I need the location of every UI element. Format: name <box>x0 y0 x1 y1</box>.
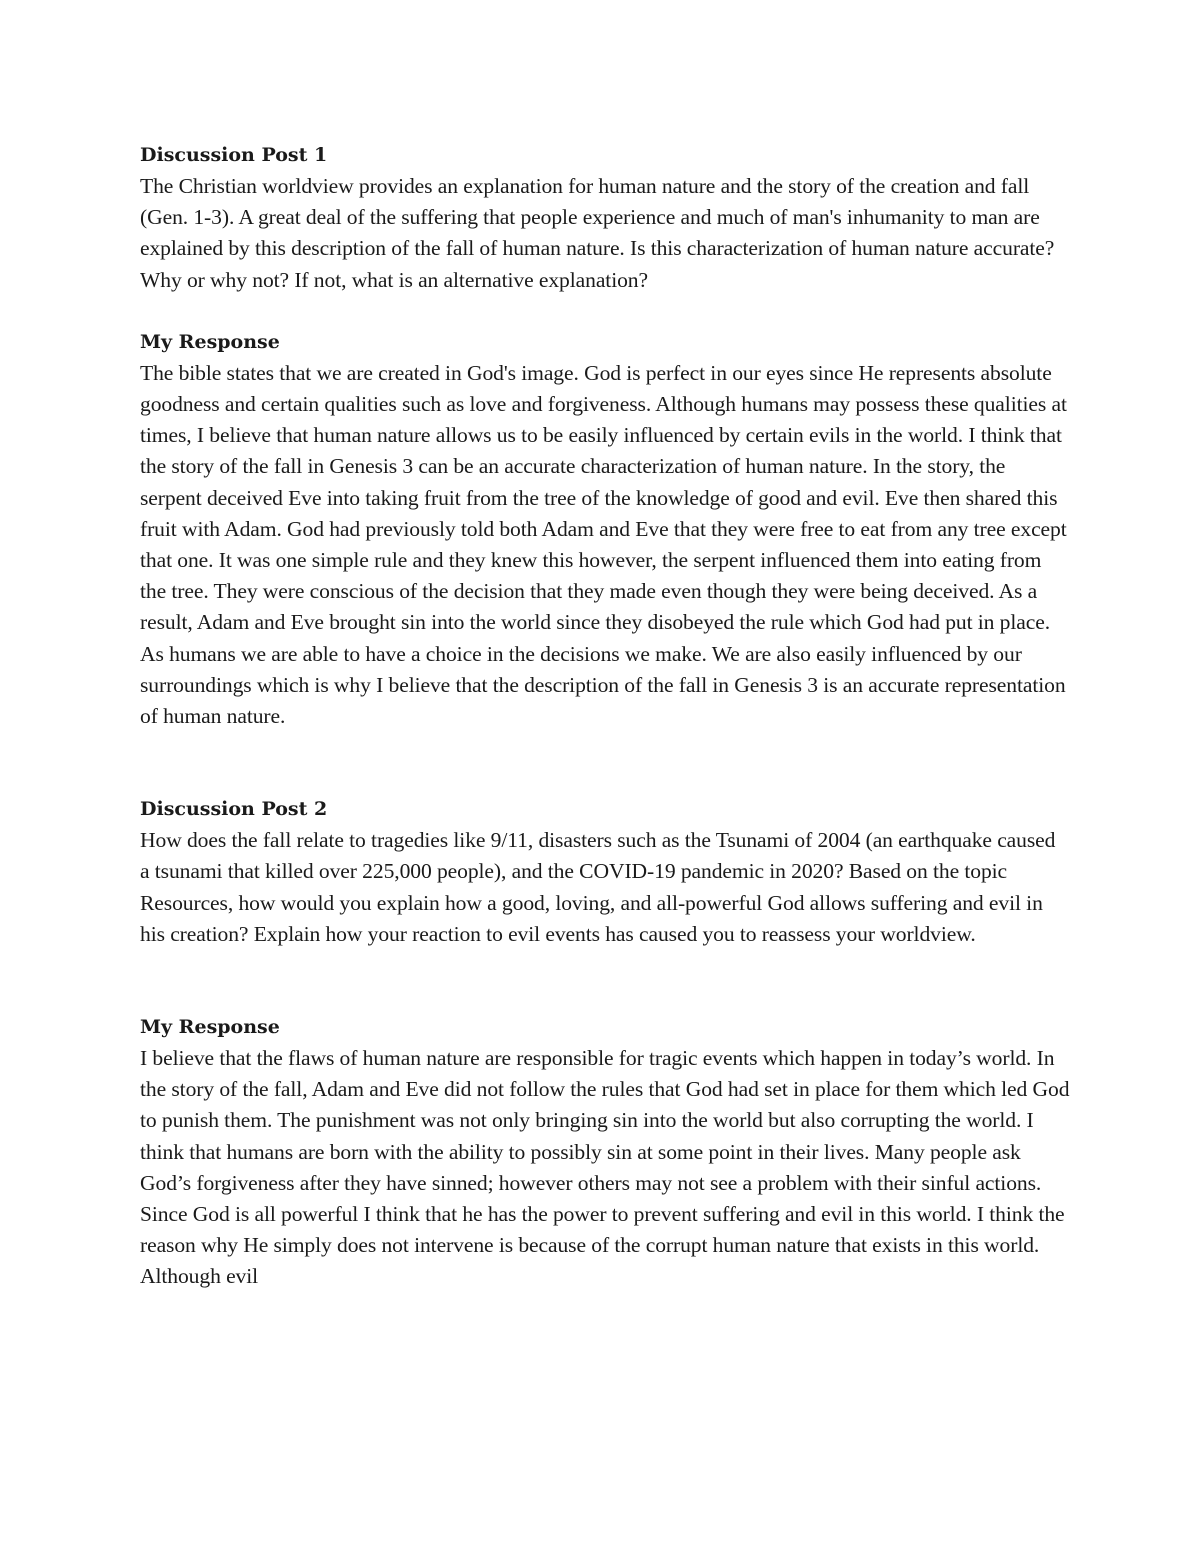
section-heading: My Response <box>140 1016 280 1039</box>
section-heading: My Response <box>140 330 280 353</box>
section-body: How does the fall relate to tragedies like 9/11, disasters such as the Tsunami of 2004 (an earthquake caused a tsunami that killed over 225,000 people), and the COVID-19 pandemic in 2020? Based on the topic Resources, how would you explain how a good, loving, and all-powerful God allows suffering and evil in his creation? Explain how your reaction to evil events has caused you to reassess your worldview. <box>140 828 1056 946</box>
section-body: The Christian worldview provides an explanation for human nature and the story of the creation and fall (Gen. 1-3). A great deal of the suffering that people experience and much of man's inhumanity to man are explained by this description of the fall of human nature. Is this characterization of human nature accurate? Why or why not? If not, what is an alternative explanation? <box>140 174 1055 292</box>
my-response-1-section <box>140 327 1070 732</box>
document-page <box>140 140 1070 1293</box>
section-body: I believe that the flaws of human nature are responsible for tragic events which happen in today’s world. In the story of the fall, Adam and Eve did not follow the rules that God had set in place for them which led God to punish them. The punishment was not only bringing sin into the world but also corrupting the world. I think that humans are born with the ability to possibly sin at some point in their lives. Many people ask God’s forgiveness after they have sinned; however others may not see a problem with their sinful actions. Since God is all powerful I think that he has the power to prevent suffering and evil in this world. I think the reason why He simply does not intervene is because of the corrupt human nature that exists in this world. Although evil <box>140 1046 1070 1289</box>
spacer <box>140 732 1070 794</box>
discussion-post-2-section <box>140 794 1070 950</box>
discussion-post-1-section <box>140 140 1070 296</box>
section-heading: Discussion Post 2 <box>140 798 328 821</box>
my-response-2-section <box>140 1012 1070 1293</box>
spacer <box>140 296 1070 327</box>
spacer <box>140 950 1070 1012</box>
section-heading: Discussion Post 1 <box>140 144 328 166</box>
section-body: The bible states that we are created in God's image. God is perfect in our eyes since He represents absolute goodness and certain qualities such as love and forgiveness. Although humans may possess these qualities at times, I believe that human nature allows us to be easily influenced by certain evils in the world. I think that the story of the fall in Genesis 3 can be an accurate characterization of human nature. In the story, the serpent deceived Eve into taking fruit from the tree of the knowledge of good and evil. Eve then shared this fruit with Adam. God had previously told both Adam and Eve that they were free to eat from any tree except that one. It was one simple rule and they knew this however, the serpent influenced them into eating from the tree. They were conscious of the decision that they made even though they were being deceived. As a result, Adam and Eve brought sin into the world since they disobeyed the rule which God had put in place. As humans we are able to have a choice in the decisions we make. We are also easily influenced by our surroundings which is why I believe that the description of the fall in Genesis 3 is an accurate representation of human nature. <box>140 360 1067 729</box>
